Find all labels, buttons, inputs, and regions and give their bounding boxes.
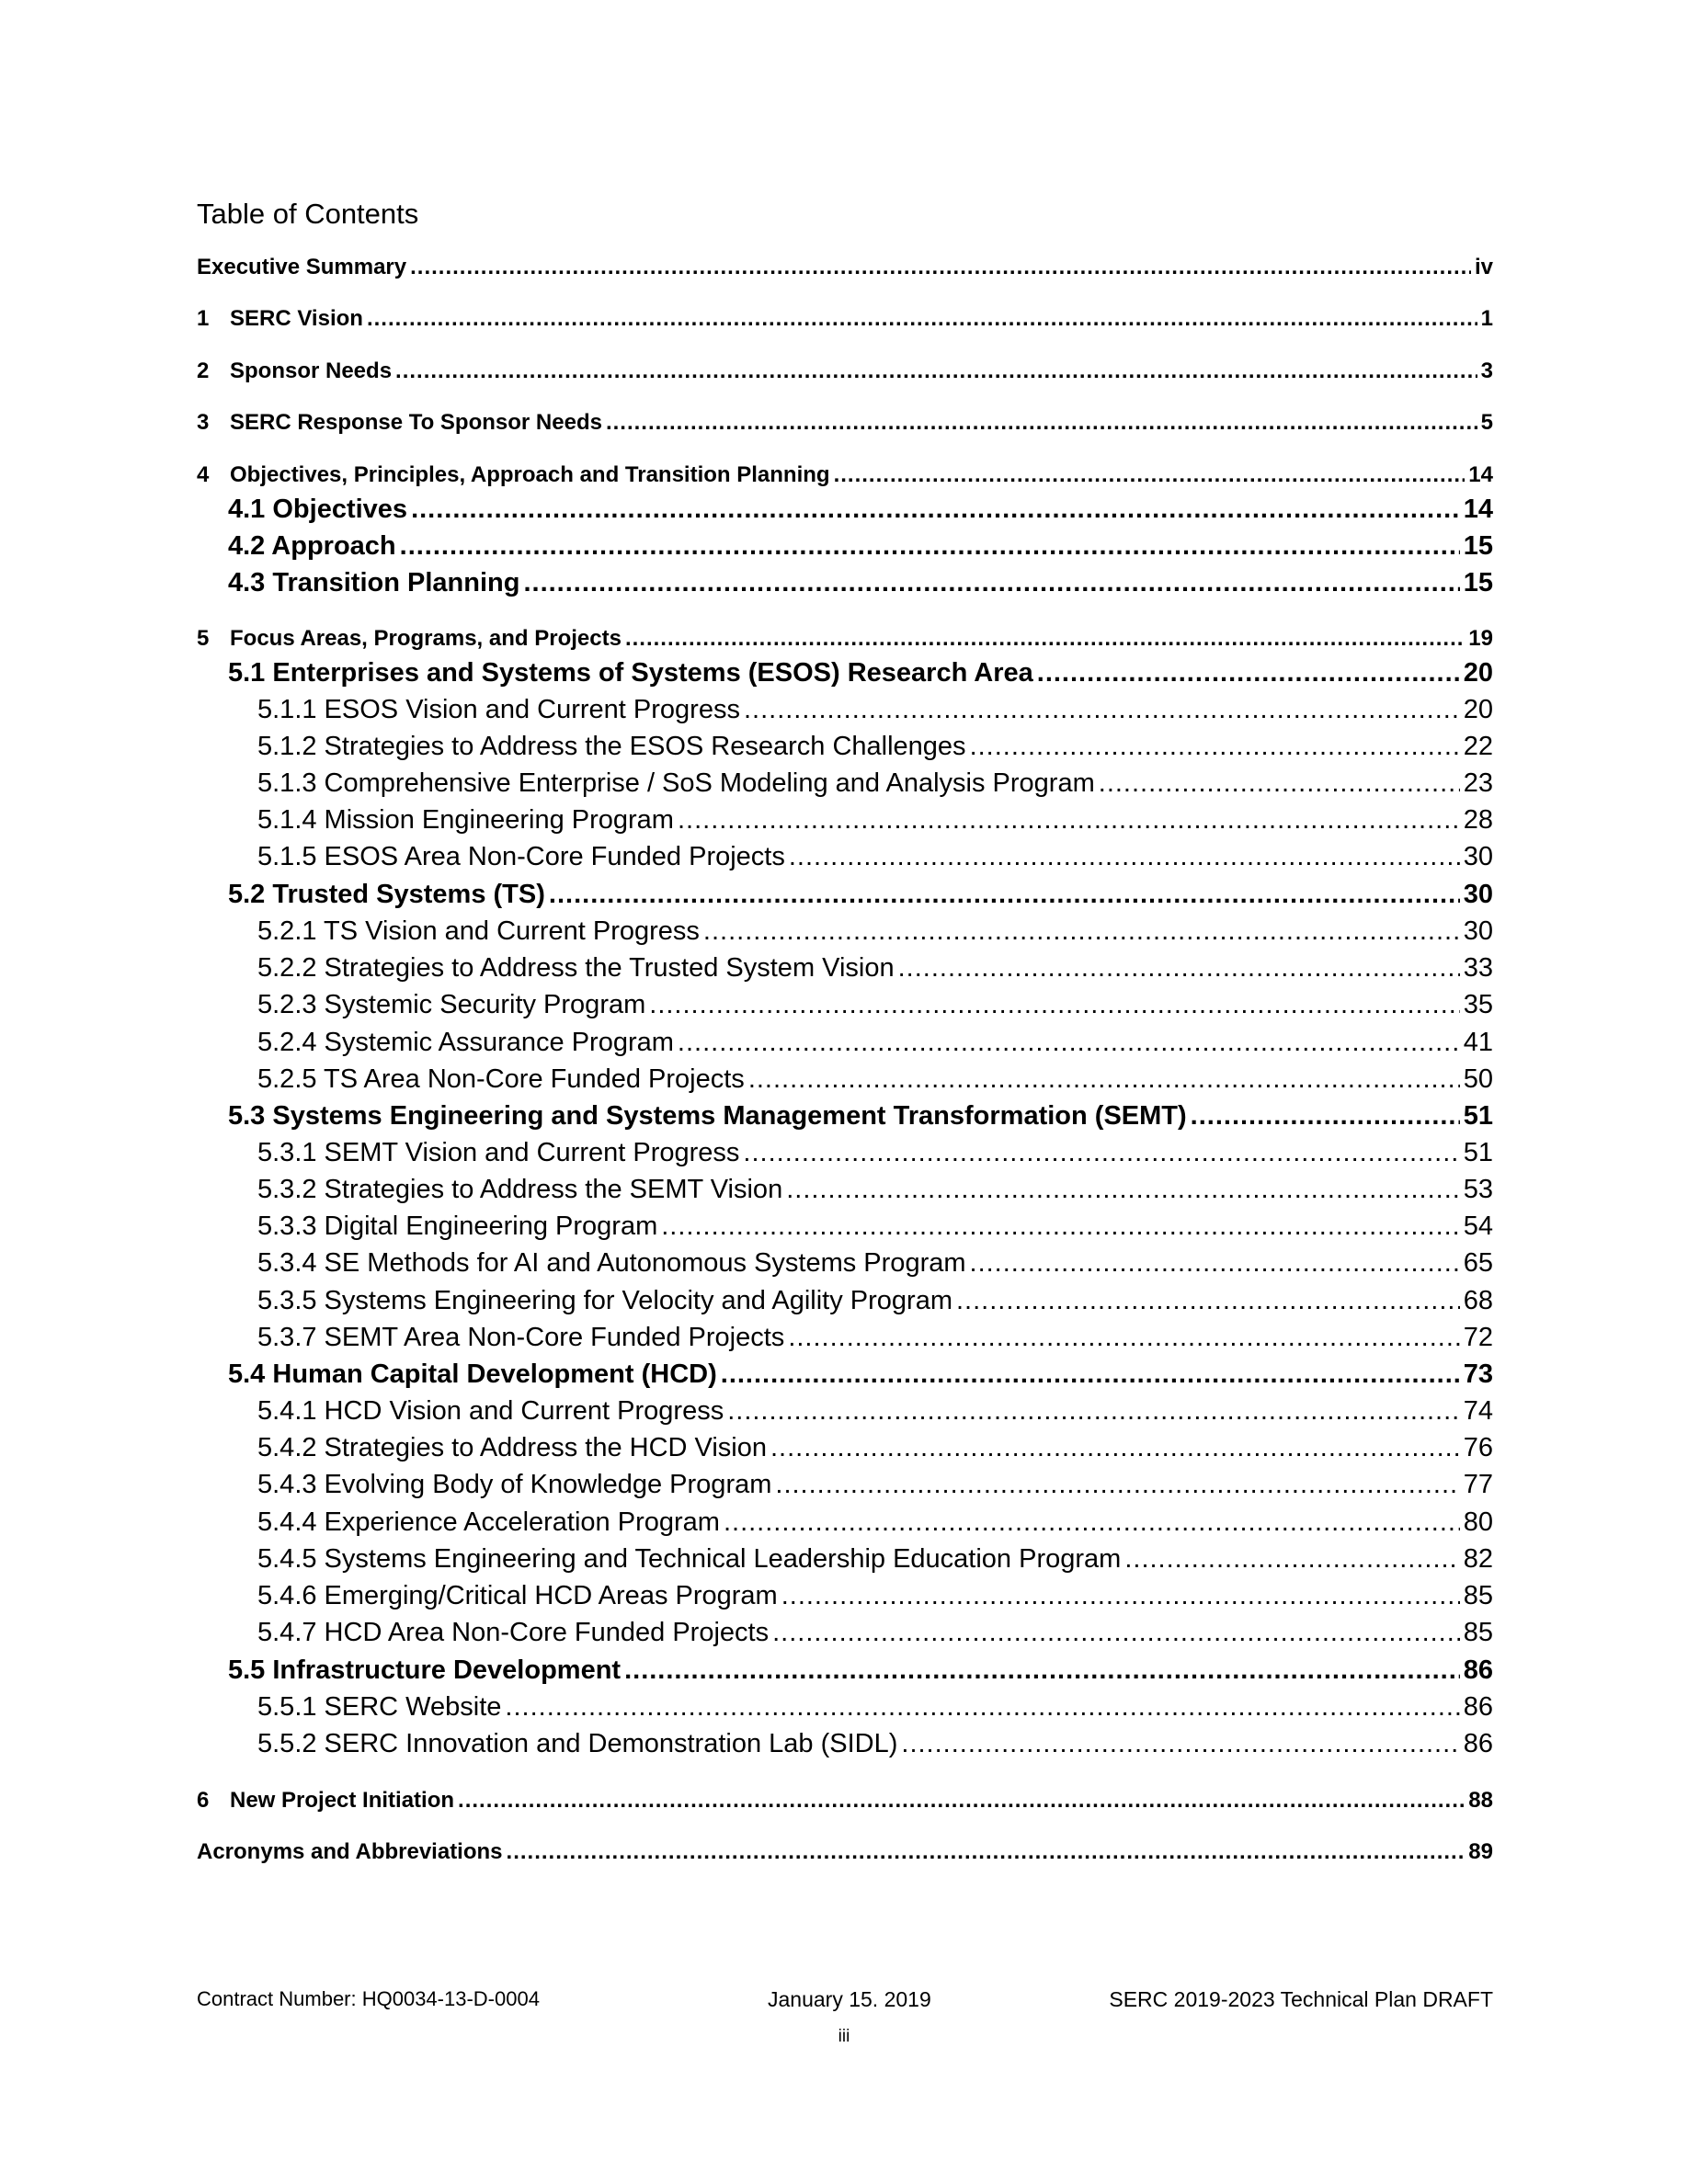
toc-entry-page: 23 [1463, 768, 1493, 798]
toc-entry[interactable] [197, 805, 1493, 836]
toc-entry[interactable] [197, 1544, 1493, 1575]
toc-entry[interactable] [197, 568, 1493, 598]
dot-leader [770, 1433, 1460, 1463]
dot-leader [1037, 658, 1460, 688]
toc-entry-title: 5.4.5 Systems Engineering and Technical Leadership Education Program [257, 1544, 1122, 1574]
toc-entry-page: 86 [1463, 1692, 1493, 1722]
toc-entry-title: 5.2.4 Systemic Assurance Program [257, 1028, 674, 1057]
toc-entry[interactable] [197, 1788, 1493, 1814]
dot-leader [1124, 1544, 1459, 1575]
toc-entry-title: SERC Vision [230, 306, 363, 331]
toc-entry-title: 5.4.6 Emerging/Critical HCD Areas Program [257, 1581, 778, 1610]
toc-entry-title: 5.2.2 Strategies to Address the Trusted System Vision [257, 953, 895, 983]
toc-entry[interactable] [197, 990, 1493, 1020]
dot-leader [834, 462, 1466, 488]
toc-entry[interactable] [197, 626, 1493, 652]
toc-entry[interactable] [197, 1138, 1493, 1168]
dot-leader [400, 531, 1460, 562]
dot-leader [678, 1028, 1460, 1058]
dot-leader [727, 1396, 1460, 1427]
toc-entry[interactable] [197, 306, 1493, 332]
toc-entry[interactable] [197, 1470, 1493, 1500]
toc-entry[interactable] [197, 255, 1493, 280]
dot-leader [661, 1211, 1459, 1242]
toc-entry-title: 5.4.1 HCD Vision and Current Progress [257, 1396, 724, 1426]
toc-entry-title: 5.2 Trusted Systems (TS) [228, 880, 545, 909]
toc-entry-page: 1 [1480, 306, 1493, 331]
toc-entry-title: 5.4.7 HCD Area Non-Core Funded Projects [257, 1618, 770, 1647]
toc-entry-title: 5.1.4 Mission Engineering Program [257, 805, 674, 835]
toc-entry[interactable] [197, 1211, 1493, 1242]
toc-entry[interactable] [197, 880, 1493, 910]
toc-entry-title: 5.1.5 ESOS Area Non-Core Funded Projects [257, 842, 785, 871]
toc-entry-title: New Project Initiation [230, 1788, 455, 1813]
toc-entry-number: 6 [197, 1788, 210, 1813]
toc-entry[interactable] [197, 695, 1493, 725]
toc-entry-page: 51 [1463, 1138, 1493, 1167]
toc-entry-page: 5 [1480, 410, 1493, 435]
toc-entry-title: 5.2.5 TS Area Non-Core Funded Projects [257, 1064, 745, 1094]
toc-entry-title: Objectives, Principles, Approach and Transition Planning [230, 462, 830, 487]
toc-entry-page: 20 [1463, 658, 1493, 688]
toc-entry[interactable] [197, 1028, 1493, 1058]
dot-leader [678, 805, 1460, 836]
toc-entry-page: 76 [1463, 1433, 1493, 1462]
toc-entry-page: 35 [1463, 990, 1493, 1019]
toc-entry-page: 14 [1468, 462, 1493, 487]
toc-entry-title: 5.4.2 Strategies to Address the HCD Vision [257, 1433, 767, 1462]
toc-entry[interactable] [197, 495, 1493, 525]
toc-entry-page: 33 [1463, 953, 1493, 983]
toc-entry-title: 4.1 Objectives [228, 495, 408, 524]
toc-entry-title: Focus Areas, Programs, and Projects [230, 626, 622, 651]
toc-entry-title: 5.3.7 SEMT Area Non-Core Funded Projects [257, 1323, 785, 1352]
toc-entry-title: 5.4.3 Evolving Body of Knowledge Program [257, 1470, 772, 1499]
toc-entry-page: 72 [1463, 1323, 1493, 1352]
toc-entry[interactable] [197, 1729, 1493, 1759]
toc-entry-number: 1 [197, 306, 210, 331]
footer-contract-number: Contract Number: HQ0034-13-D-0004 [197, 1987, 540, 2010]
dot-leader [772, 1618, 1460, 1648]
toc-entry-number: 2 [197, 358, 210, 383]
dot-leader [1191, 1101, 1460, 1132]
toc-entry-page: 30 [1463, 842, 1493, 871]
toc-entry-page: 65 [1463, 1248, 1493, 1278]
dot-leader [625, 626, 1465, 652]
dot-leader [724, 1507, 1460, 1538]
dot-leader [410, 255, 1471, 280]
toc-entry[interactable] [197, 1064, 1493, 1095]
dot-leader [786, 1175, 1460, 1205]
toc-entry-title: 5.2.1 TS Vision and Current Progress [257, 916, 700, 946]
toc-entry[interactable] [197, 732, 1493, 762]
toc-entry-page: 89 [1468, 1839, 1493, 1864]
toc-entry[interactable] [197, 462, 1493, 488]
toc-entry-page: 80 [1463, 1507, 1493, 1537]
dot-leader [956, 1286, 1460, 1316]
toc-entry-page: 14 [1463, 495, 1493, 524]
dot-leader [703, 916, 1460, 947]
dot-leader [549, 880, 1460, 910]
toc-entry-number: 5 [197, 626, 210, 651]
toc-entry-title: 5.5.2 SERC Innovation and Demonstration Lab (SIDL) [257, 1729, 898, 1758]
dot-leader [606, 410, 1477, 436]
toc-entry-page: 86 [1463, 1729, 1493, 1758]
toc-entry-page: 82 [1463, 1544, 1493, 1574]
dot-leader [411, 495, 1460, 525]
dot-leader [781, 1581, 1460, 1611]
toc-entry[interactable] [197, 1286, 1493, 1316]
toc-entry-title: SERC Response To Sponsor Needs [230, 410, 602, 435]
dot-leader [775, 1470, 1459, 1500]
toc-entry-title: 4.2 Approach [228, 531, 396, 561]
toc-entry-title: 5.3.3 Digital Engineering Program [257, 1211, 658, 1241]
dot-leader [743, 1138, 1459, 1168]
toc-entry-title: 5.1.1 ESOS Vision and Current Progress [257, 695, 740, 724]
toc-entry-title: Sponsor Needs [230, 358, 393, 383]
toc-entry-title: 5.2.3 Systemic Security Program [257, 990, 646, 1019]
toc-entry[interactable] [197, 1248, 1493, 1279]
toc-entry-page: 41 [1463, 1028, 1493, 1057]
toc-entry[interactable] [197, 1359, 1493, 1390]
toc-entry-title: 5.3.2 Strategies to Address the SEMT Vision [257, 1175, 783, 1204]
toc-entry-page: 77 [1463, 1470, 1493, 1499]
dot-leader [970, 1248, 1460, 1279]
toc-heading: Table of Contents [197, 198, 419, 230]
dot-leader [523, 568, 1459, 598]
toc-entry[interactable] [197, 1692, 1493, 1723]
toc-entry[interactable] [197, 916, 1493, 947]
toc-entry-page: 88 [1468, 1788, 1493, 1813]
dot-leader [721, 1359, 1460, 1390]
toc-entry-title: Acronyms and Abbreviations [197, 1839, 503, 1864]
toc-entry-page: 30 [1463, 916, 1493, 946]
toc-entry-page: 15 [1463, 531, 1493, 561]
toc-entry[interactable] [197, 358, 1493, 384]
toc-entry[interactable] [197, 1323, 1493, 1353]
toc-entry-page: 73 [1463, 1359, 1493, 1389]
toc-entry[interactable] [197, 1581, 1493, 1611]
toc-entry-page: 54 [1463, 1211, 1493, 1241]
toc-entry-page: 30 [1463, 880, 1493, 909]
toc-entry-page: 53 [1463, 1175, 1493, 1204]
dot-leader [624, 1655, 1460, 1686]
toc-entry-number: 3 [197, 410, 210, 435]
toc-entry-title: Executive Summary [197, 255, 407, 279]
toc-entry[interactable] [197, 531, 1493, 562]
footer-date: January 15. 2019 [768, 1987, 931, 2011]
toc-entry-title: 5.3 Systems Engineering and Systems Management Transformation (SEMT) [228, 1101, 1187, 1131]
toc-entry-title: 5.1.2 Strategies to Address the ESOS Research Challenges [257, 732, 966, 761]
toc-entry-title: 4.3 Transition Planning [228, 568, 520, 597]
toc-entry[interactable] [197, 1175, 1493, 1205]
toc-entry-page: 22 [1463, 732, 1493, 761]
dot-leader [458, 1788, 1465, 1814]
toc-entry[interactable] [197, 410, 1493, 436]
toc-entry-title: 5.4.4 Experience Acceleration Program [257, 1507, 720, 1537]
dot-leader [788, 1323, 1459, 1353]
toc-entry-page: 68 [1463, 1286, 1493, 1315]
toc-entry-title: 5.1.3 Comprehensive Enterprise / SoS Modeling and Analysis Program [257, 768, 1095, 798]
toc-entry-title: 5.3.5 Systems Engineering for Velocity and Agility Program [257, 1286, 952, 1315]
dot-leader [649, 990, 1459, 1020]
toc-entry-page: 20 [1463, 695, 1493, 724]
page-number: iii [838, 2027, 850, 2046]
toc-entry-title: 5.5.1 SERC Website [257, 1692, 502, 1722]
toc-entry-page: 19 [1468, 626, 1493, 651]
toc-entry-number: 4 [197, 462, 210, 487]
toc-entry[interactable] [197, 1101, 1493, 1132]
dot-leader [748, 1064, 1460, 1095]
footer-document-title: SERC 2019-2023 Technical Plan DRAFT [1109, 1987, 1493, 2011]
toc-entry-title: 5.3.4 SE Methods for AI and Autonomous Systems Program [257, 1248, 966, 1278]
toc-entry[interactable] [197, 1839, 1493, 1865]
toc-entry[interactable] [197, 1618, 1493, 1648]
toc-entry-page: 28 [1463, 805, 1493, 835]
toc-entry-title: 5.3.1 SEMT Vision and Current Progress [257, 1138, 740, 1167]
dot-leader [505, 1692, 1459, 1723]
dot-leader [898, 953, 1460, 984]
dot-leader [1099, 768, 1460, 799]
dot-leader [744, 695, 1460, 725]
toc-entry[interactable] [197, 658, 1493, 688]
toc-entry-title: 5.4 Human Capital Development (HCD) [228, 1359, 717, 1389]
toc-entry[interactable] [197, 953, 1493, 984]
toc-entry[interactable] [197, 1433, 1493, 1463]
toc-entry-page: 51 [1463, 1101, 1493, 1131]
toc-entry-title: 5.5 Infrastructure Development [228, 1655, 622, 1685]
toc-entry[interactable] [197, 842, 1493, 872]
dot-leader [970, 732, 1460, 762]
toc-entry[interactable] [197, 1655, 1493, 1686]
toc-entry-page: 86 [1463, 1655, 1493, 1685]
toc-entry[interactable] [197, 1507, 1493, 1538]
toc-entry[interactable] [197, 768, 1493, 799]
toc-entry-page: 74 [1463, 1396, 1493, 1426]
toc-entry[interactable] [197, 1396, 1493, 1427]
dot-leader [507, 1839, 1466, 1865]
toc-entry-page: 85 [1463, 1581, 1493, 1610]
dot-leader [395, 358, 1477, 384]
dot-leader [367, 306, 1477, 332]
toc-entry-page: 15 [1463, 568, 1493, 597]
toc-entry-page: 50 [1463, 1064, 1493, 1094]
toc-entry-page: 85 [1463, 1618, 1493, 1647]
toc-entry-page: iv [1474, 255, 1493, 279]
dot-leader [901, 1729, 1459, 1759]
dot-leader [789, 842, 1460, 872]
toc-entry-page: 3 [1480, 358, 1493, 383]
toc-entry-title: 5.1 Enterprises and Systems of Systems (ESOS) Research Area [228, 658, 1033, 688]
